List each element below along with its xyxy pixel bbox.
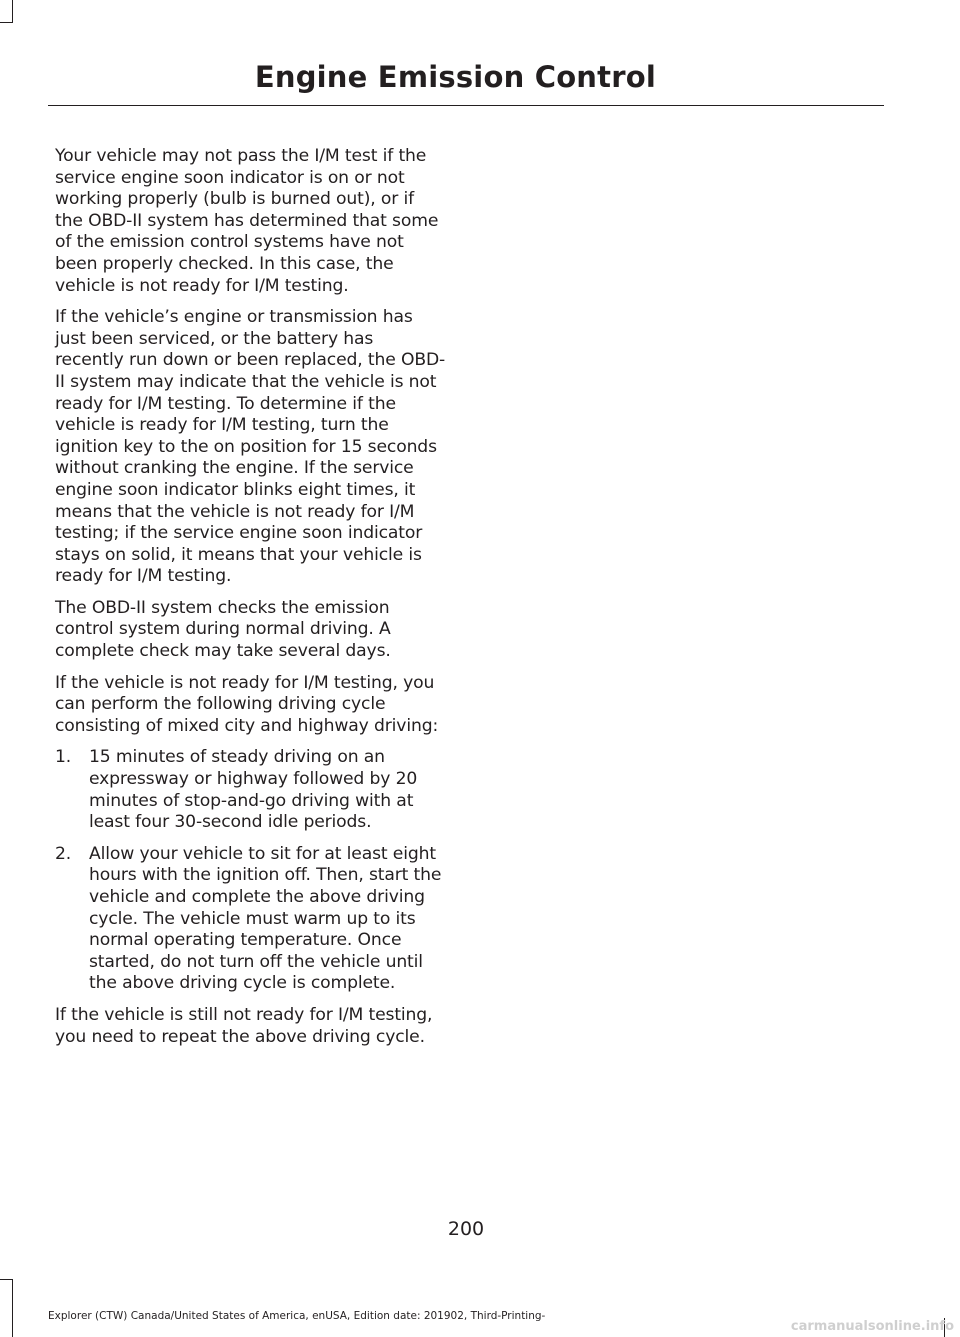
step-number: 1. (55, 747, 72, 768)
edition-footer: Explorer (CTW) Canada/United States of America, enUSA, Edition date: 201902, Third-Printing- (48, 1310, 546, 1322)
header-divider (48, 105, 884, 106)
crop-mark-bottom-left (12, 1279, 13, 1337)
paragraph: If the vehicle’s engine or transmission has just been serviced, or the battery has recently run down or been replaced, the OBD-II system may indicate that the vehicle is not ready for I/M testing. To determine if the vehicle is ready for I/M testing, turn the ignition key to the on position for 15 seconds without cranking the engine. If the service engine soon indicator blinks eight times, it means that the vehicle is not ready for I/M testing; if the service engine soon indicator stays on solid, it means that your vehicle is ready for I/M testing. (55, 307, 446, 587)
body-column (55, 146, 447, 1058)
page-number: 200 (447, 1218, 485, 1240)
paragraph: If the vehicle is still not ready for I/M testing, you need to repeat the above driving cycle. (55, 1004, 433, 1047)
paragraph: Your vehicle may not pass the I/M test if the service engine soon indicator is on or not working properly (bulb is burned out), or if the OBD-II system has determined that some of the emission control systems have not been properly checked. In this case, the vehicle is not ready for I/M testing. (55, 146, 439, 296)
crop-mark-bottom-left (0, 1279, 13, 1280)
list-item (55, 844, 447, 995)
step-text: 15 minutes of steady driving on an expressway or highway followed by 20 minutes of stop-and-go driving with at least four 30-second idle periods. (89, 747, 418, 833)
watermark: carmanualsonline.info (790, 1319, 954, 1334)
crop-mark-top-left (12, 0, 13, 23)
driving-cycle-steps (55, 747, 447, 995)
page-title: Engine Emission Control (254, 60, 656, 94)
crop-mark-top-left (0, 22, 13, 23)
paragraph: If the vehicle is not ready for I/M testing, you can perform the following driving cycle consisting of mixed city and highway driving: (55, 672, 439, 736)
list-item (55, 747, 447, 833)
paragraph: The OBD-II system checks the emission control system during normal driving. A complete check may take several days. (55, 597, 391, 662)
step-text: Allow your vehicle to sit for at least eight hours with the ignition off. Then, start the vehicle and complete the above driving cycle. The vehicle must warm up to its normal operating temperature. Once started, do not turn off the vehicle until the above driving cycle is complete. (89, 843, 442, 994)
step-number: 2. (55, 843, 72, 864)
